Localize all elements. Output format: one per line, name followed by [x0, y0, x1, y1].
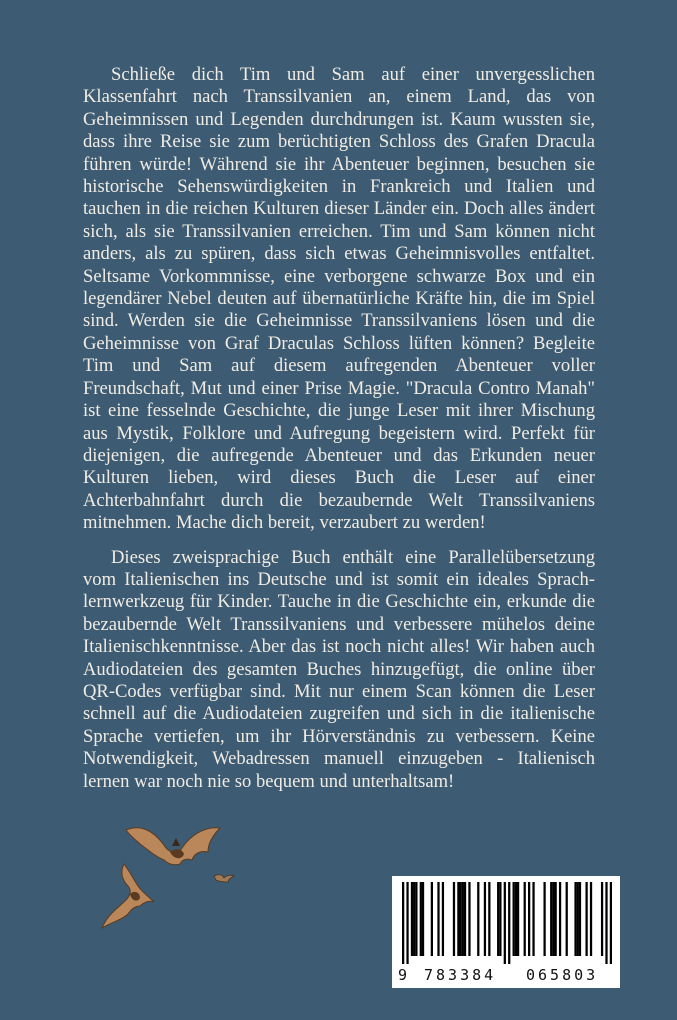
blurb-paragraph-1: Schließe dich Tim und Sam auf einer unvergesslichen Klassenfahrt nach Transsilvanien an, einem Land, das von Geheimnissen und Legenden durchdrungen ist. Kaum wussten sie, dass ihre Reise sie zum berüchtigten Schloss des Grafen Dracula führen würde! Während sie ihr Abenteuer beginnen, besuchen sie historische Sehenswürdigkeiten in Frankreich und Italien und tauchen in die reichen Kulturen dieser Länder ein. Doch alles ändert sich, als sie Transsilvanien erreichen. Tim und Sam können nicht anders, als zu spüren, dass sich etwas Geheimnisvolles entfaltet. Seltsame Vorkommnisse, eine verborgene schwarze Box und ein legendärer Nebel deuten auf übernatürliche Kräfte hin, die im Spiel sind. Werden sie die Geheimnisse Transsilvaniens lösen und die Geheimnisse von Graf Draculas Schloss lüften können? Begleite Tim und Sam auf diesem aufregenden Abenteuer voller Freundschaft, Mut und einer Prise Magie. "Dracula Contro Manah" ist eine fesselnde Geschichte, die junge Leser mit ihrer Mischung aus Mystik, Folklore und Aufregung begeistern wird. Perfekt für diejenigen, die aufregende Abenteuer und das Erkunden neuer Kulturen lieben, wird dieses Buch die Leser auf einer Achterbahnfahrt durch die bezaubernde Welt Transsilvaniens mitnehmen. Mache dich bereit, verzaubert zu werden! — [83, 64, 595, 534]
barcode-bars — [402, 882, 612, 964]
barcode-bar — [555, 882, 557, 956]
barcode-digits-right: 065803 — [526, 966, 599, 984]
barcode-bar — [579, 882, 581, 956]
barcode-bar — [420, 882, 422, 956]
barcode-bar — [585, 882, 587, 956]
barcode-bar — [524, 882, 526, 956]
barcode-bar — [543, 882, 545, 956]
back-cover-blurb — [83, 64, 595, 793]
barcode-bar — [422, 882, 424, 956]
barcode-bar — [497, 882, 499, 956]
barcode-bar — [504, 882, 506, 964]
barcode-bar — [517, 882, 519, 956]
blurb-paragraph-2: Dieses zweisprachige Buch enthält eine Parallelübersetzung vom Italienischen ins Deutsche und ist somit ein ideales Sprachlernwerkzeug für Kinder. Tauche in die Geschichte ein, erkunde die bezaubernde Welt Transsilvaniens und verbessere mühelos deine Italienischkenntnisse. Aber das ist noch nicht alles! Wir haben auch Audiodateien des gesamten Buches hinzugefügt, die online über QR-Codes verfügbar sind. Mit nur einem Scan können die Leser schnell auf die Audiodateien zugreifen und sich in die italienische Sprache vertiefen, um ihr Hörverständnis zu verbessern. Keine Notwendigkeit, Webadressen manuell einzugeben - Italienisch lernen war noch nie so bequem und unterhaltsam! — [83, 546, 595, 792]
barcode-bar — [464, 882, 466, 956]
barcode-bar — [453, 882, 455, 956]
barcode-bar — [528, 882, 530, 956]
barcode-bar — [488, 882, 490, 956]
large-bat — [126, 828, 220, 865]
barcode-bar — [411, 882, 413, 956]
bats-icon — [96, 814, 246, 936]
barcode-bar — [515, 882, 517, 956]
small-bat — [214, 875, 234, 882]
barcode-digits-left: 783384 — [424, 966, 497, 984]
barcode-bar — [468, 882, 470, 956]
barcode-bar — [459, 882, 461, 956]
barcode-bar — [402, 882, 404, 964]
barcode-bar — [415, 882, 417, 956]
barcode-bar — [601, 882, 603, 956]
barcode-digit-first: 9 — [398, 966, 408, 984]
barcode-bar — [566, 882, 568, 956]
isbn-barcode — [392, 876, 620, 988]
barcode-bar — [413, 882, 415, 956]
barcode-bar — [605, 882, 607, 964]
barcode-bar — [552, 882, 554, 956]
barcode-bar — [574, 882, 576, 956]
barcode-bar — [457, 882, 459, 956]
barcode-bar — [437, 882, 439, 956]
barcode-bar — [499, 882, 501, 956]
barcode-bar — [477, 882, 479, 956]
barcode-digits — [396, 966, 616, 984]
barcode-bar — [559, 882, 561, 956]
barcode-bar — [431, 882, 433, 956]
barcode-bar — [484, 882, 486, 956]
barcode-bar — [610, 882, 612, 964]
medium-bat — [102, 864, 154, 928]
barcode-bar — [550, 882, 552, 956]
barcode-bar — [462, 882, 464, 956]
barcode-bar — [406, 882, 408, 964]
barcode-bar — [513, 882, 515, 956]
barcode-bar — [532, 882, 534, 956]
barcode-bar — [508, 882, 510, 964]
barcode-bar — [590, 882, 592, 956]
barcode-bar — [577, 882, 579, 956]
barcode-bar — [442, 882, 444, 956]
